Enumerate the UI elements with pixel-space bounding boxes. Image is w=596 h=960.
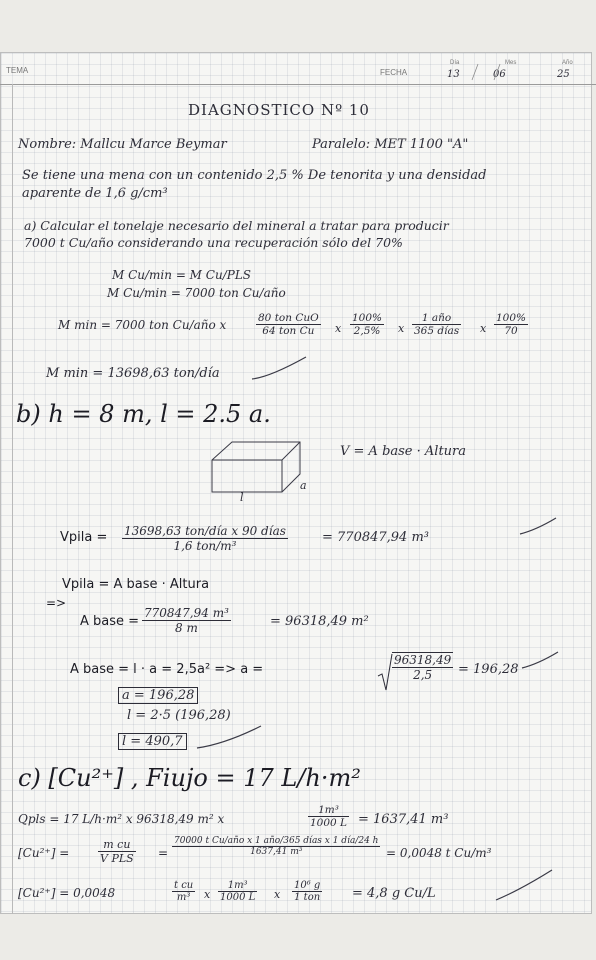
m3-to-l-fraction xyxy=(218,880,257,903)
abase-area-eq: A base = l · a = 2,5a² => a = xyxy=(70,662,264,677)
times-sign: x xyxy=(398,322,405,335)
part-b-given: b) h = 8 m, l = 2.5 a. xyxy=(16,400,271,428)
mcu-vpls-fraction xyxy=(98,838,136,865)
prism-sketch xyxy=(208,438,308,498)
cu-conc-result: = 0,0048 t Cu/m³ xyxy=(386,846,492,860)
sqrt-den: 2,5 xyxy=(413,668,433,682)
a-boxed xyxy=(118,688,198,703)
fecha-dia: 13 xyxy=(447,69,460,80)
ton-den: 1 ton xyxy=(294,892,321,903)
sqrt-num: 96318,49 xyxy=(394,653,452,667)
factor-recovery-den: 70 xyxy=(504,325,518,337)
check-mark xyxy=(520,650,560,672)
tema-label: TEMA xyxy=(6,66,29,75)
factor-ley-num: 100% xyxy=(352,312,383,324)
sqrt-fraction xyxy=(392,652,453,682)
l-box-value: l = 490,7 xyxy=(118,733,187,750)
student-name: Nombre: Mallcu Marce Beymar xyxy=(18,137,227,152)
abase-num: 770847,94 m³ xyxy=(144,606,229,620)
g-to-ton-fraction xyxy=(292,880,322,903)
factor-cuo-num: 80 ton CuO xyxy=(258,312,319,324)
vpila-fraction xyxy=(122,524,288,553)
volume-formula: V = A base · Altura xyxy=(340,444,467,459)
vpila-num: 13698,63 ton/día x 90 días xyxy=(124,524,286,538)
factor-year-den: 365 días xyxy=(414,325,460,337)
l-equation: l = 2·5 (196,28) xyxy=(127,708,231,723)
mass-cu-eq: M Cu/min = 7000 ton Cu/año xyxy=(107,286,286,300)
mcu-num: m cu xyxy=(98,838,136,852)
cu-conc-fraction xyxy=(172,836,380,857)
header-rule xyxy=(0,84,596,85)
factor-cuo-den: 64 ton Cu xyxy=(262,325,315,337)
times-sign: x xyxy=(204,888,211,901)
page-title: DIAGNOSTICO Nº 10 xyxy=(188,101,370,119)
factor-year-num: 1 año xyxy=(412,312,461,325)
vpila-den: 1,6 ton/m³ xyxy=(173,539,237,553)
qpls-den: 1000 L xyxy=(310,817,348,829)
factor-ley-den: 2,5% xyxy=(353,325,381,337)
implies-arrow: => xyxy=(46,596,67,610)
check-mark xyxy=(250,355,310,385)
cu-conc-den: 1637,41 m³ xyxy=(250,847,303,857)
check-mark xyxy=(494,868,554,904)
qpls-lhs: Qpls = 17 L/h·m² x 96318,49 m² x xyxy=(18,812,225,826)
times-sign: x xyxy=(274,888,281,901)
a-result: = 196,28 xyxy=(458,662,519,677)
abase-fraction xyxy=(142,606,231,635)
qpls-result: = 1637,41 m³ xyxy=(358,812,449,827)
abase-den: 8 m xyxy=(175,621,198,635)
prism-a-label: a xyxy=(300,479,307,492)
margin-rule xyxy=(12,84,13,914)
problem-line-1: Se tiene una mena con un contenido 2,5 % De tenorita y una densidad xyxy=(22,168,487,183)
ano-label: Año xyxy=(562,60,573,66)
problem-line-2: aparente de 1,6 g/cm³ xyxy=(22,186,168,201)
mass-balance-eq: M Cu/min = M Cu/PLS xyxy=(112,268,252,282)
date-separators xyxy=(470,62,500,82)
factor-cuo-fraction xyxy=(256,312,321,337)
dia-label: Día xyxy=(450,60,460,66)
qpls-fraction xyxy=(308,804,349,829)
cu-conc2-lhs: [Cu²⁺] = 0,0048 xyxy=(18,886,116,900)
vpls-den: V PLS xyxy=(100,852,134,865)
tcu-num: t cu xyxy=(174,880,194,891)
part-a-result: M min = 13698,63 ton/día xyxy=(46,366,220,381)
cu-conc-num: 70000 t Cu/año x 1 año/365 días x 1 día/24 h xyxy=(174,836,379,846)
m3-den: m³ xyxy=(176,892,191,903)
g-num: 10⁶ g xyxy=(294,880,321,891)
factor-ley-fraction xyxy=(350,312,384,337)
fecha-ano: 25 xyxy=(557,69,570,80)
factor-recovery-num: 100% xyxy=(496,312,527,324)
tcu-fraction xyxy=(172,880,195,903)
mes-label: Mes xyxy=(505,60,517,66)
m3-num: 1m³ xyxy=(218,880,257,892)
check-mark xyxy=(518,516,558,538)
vpila-result: = 770847,94 m³ xyxy=(322,530,429,545)
factor-year-fraction xyxy=(412,312,461,337)
part-a-statement-2: 7000 t Cu/año considerando una recuperación sólo del 70% xyxy=(24,235,403,250)
mmin-calc-lhs: M min = 7000 ton Cu/año x xyxy=(58,318,227,332)
vpila-formula: Vpila = A base · Altura xyxy=(62,577,210,592)
times-sign: x xyxy=(335,322,342,335)
abase-result: = 96318,49 m² xyxy=(270,614,369,629)
a-box-value: a = 196,28 xyxy=(118,687,198,704)
fecha-label: FECHA xyxy=(380,68,408,77)
part-c-given: c) [Cu²⁺] , Fiujo = 17 L/h·m² xyxy=(18,764,361,792)
times-sign: x xyxy=(480,322,487,335)
qpls-num: 1m³ xyxy=(308,804,349,817)
equals-sign: = xyxy=(158,846,169,860)
prism-l-label: l xyxy=(240,491,244,504)
factor-recovery-fraction xyxy=(494,312,528,337)
l-den: 1000 L xyxy=(220,892,256,903)
sqrt-sign xyxy=(378,652,392,692)
cu-conc2-result: = 4,8 g Cu/L xyxy=(352,886,436,901)
fecha-mes: 06 xyxy=(493,69,506,80)
student-paralelo: Paralelo: MET 1100 "A" xyxy=(312,137,469,152)
vpila-lhs: Vpila = xyxy=(60,530,108,545)
part-a-statement-1: a) Calcular el tonelaje necesario del mineral a tratar para producir xyxy=(24,218,449,233)
abase-lhs: A base = xyxy=(80,614,140,629)
cu-conc-lhs: [Cu²⁺] = xyxy=(18,846,70,860)
l-boxed xyxy=(118,734,187,749)
check-mark xyxy=(195,724,265,752)
